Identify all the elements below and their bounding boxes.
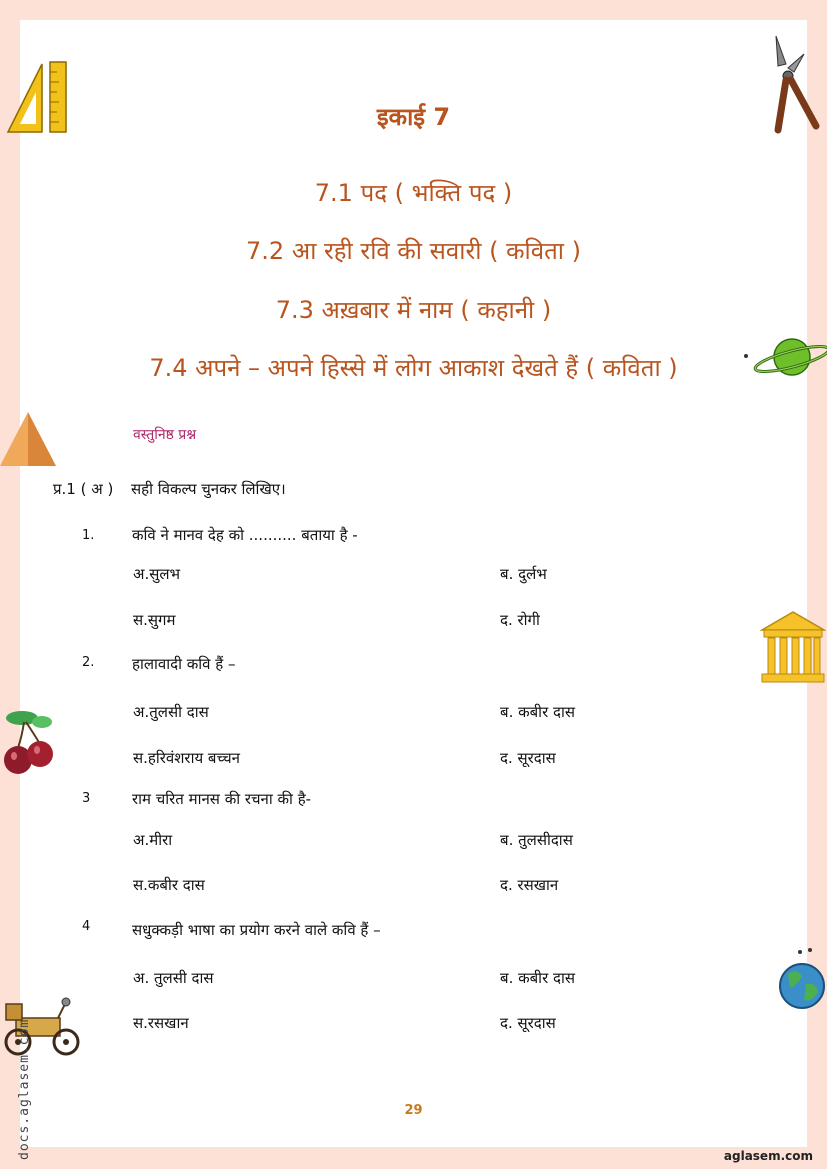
chapter-heading-3: 7.3 अख़बार में नाम ( कहानी ) [275,296,552,324]
unit-title: इकाई 7 [376,103,451,131]
watermark [4,995,30,1160]
option-d: द. रोगी [500,611,540,629]
option-c: स.रसखान [133,1014,189,1032]
watermark-text: docs.aglasem.com [17,1018,32,1160]
option-a: अ. तुलसी दास [133,969,214,987]
option-d: द. सूरदास [500,749,556,767]
site-footer: aglasem.com [723,1149,813,1163]
chapter-heading-4: 7.4 अपने – अपने हिस्से में लोग आकाश देखते हैं ( कविता ) [149,354,678,382]
question-number: 2. [82,655,95,670]
question-number: 4 [82,919,91,934]
option-a: अ.सुलभ [133,565,181,583]
question-block-header [53,479,286,499]
option-b: ब. दुर्लभ [500,565,547,583]
option-d: द. रसखान [500,876,559,894]
section-label: वस्तुनिष्ठ प्रश्न [133,427,197,443]
pyramid-icon [0,410,60,470]
option-b: ब. कबीर दास [500,703,575,721]
question-block-number: प्र.1 ( अ ) [53,480,114,498]
temple-icon [760,608,826,688]
question-text: हालावादी कवि हैं – [132,655,236,673]
chapter-heading-2: 7.2 आ रही रवि की सवारी ( कविता ) [246,237,581,265]
question-number: 1. [82,528,95,543]
question-text: सधुक्कड़ी भाषा का प्रयोग करने वाले कवि हैं – [132,921,381,939]
option-c: स.सुगम [133,611,176,629]
question-text: राम चरित मानस की रचना की है- [132,790,312,808]
page-number: 29 [404,1103,423,1118]
cherries-icon [2,706,58,780]
option-b: ब. कबीर दास [500,969,575,987]
globe-icon [776,944,827,1018]
option-c: स.हरिवंशराय बच्चन [133,749,240,767]
question-block-instruction: सही विकल्प चुनकर लिखिए। [131,480,286,498]
option-a: अ.मीरा [133,831,173,849]
option-d: द. सूरदास [500,1014,556,1032]
chapter-heading-1: 7.1 पद ( भक्ति पद ) [314,179,513,207]
question-text: कवि ने मानव देह को .......... बताया है - [132,526,358,544]
option-b: ब. तुलसीदास [500,831,573,849]
question-number: 3 [82,791,91,806]
option-c: स.कबीर दास [133,876,205,894]
option-a: अ.तुलसी दास [133,703,209,721]
